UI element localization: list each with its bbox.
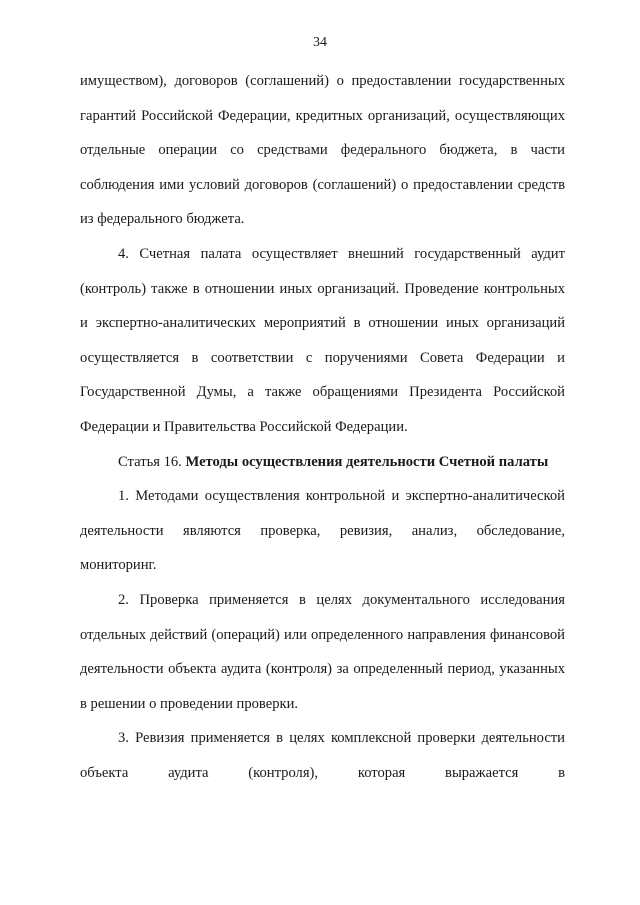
paragraph-item-1: 1. Методами осуществления контрольной и экспертно-аналитической деятельности являются проверка, ревизия, анализ, обследование, мониторинг. (80, 488, 565, 574)
article-heading (80, 445, 565, 480)
paragraph-item-2: 2. Проверка применяется в целях документального исследования отдельных действий (операций) или определенного направления финансовой деятельности объекта аудита (контроля) за определенный период, указанных в решении о проведении проверки. (80, 591, 565, 712)
article-number: Статья 16. (118, 453, 186, 470)
paragraph-item-3: 3. Ревизия применяется в целях комплексной проверки деятельности объекта аудита (контроля), которая выражается в (80, 730, 565, 781)
article-title: Методы осуществления деятельности Счетной палаты (185, 453, 549, 470)
paragraph-item-4: 4. Счетная палата осуществляет внешний государственный аудит (контроль) также в отношении иных организаций. Проведение контрольных и экспертно-аналитических мероприятий в отношении иных организаций осуществляется в соответствии с поручениями Совета Федерации и Государственной Думы, а также обращениями Президента Российской Федерации и Правительства Российской Федерации. (80, 245, 565, 435)
page-number: 34 (313, 35, 327, 50)
document-body (80, 64, 565, 790)
paragraph-continuation: имуществом), договоров (соглашений) о предоставлении государственных гарантий Российской Федерации, кредитных организаций, осуществляющих отдельные операции со средствами федерального бюджета, в части соблюдения ими условий договоров (соглашений) о предоставлении средств из федерального бюджета. (80, 73, 565, 228)
